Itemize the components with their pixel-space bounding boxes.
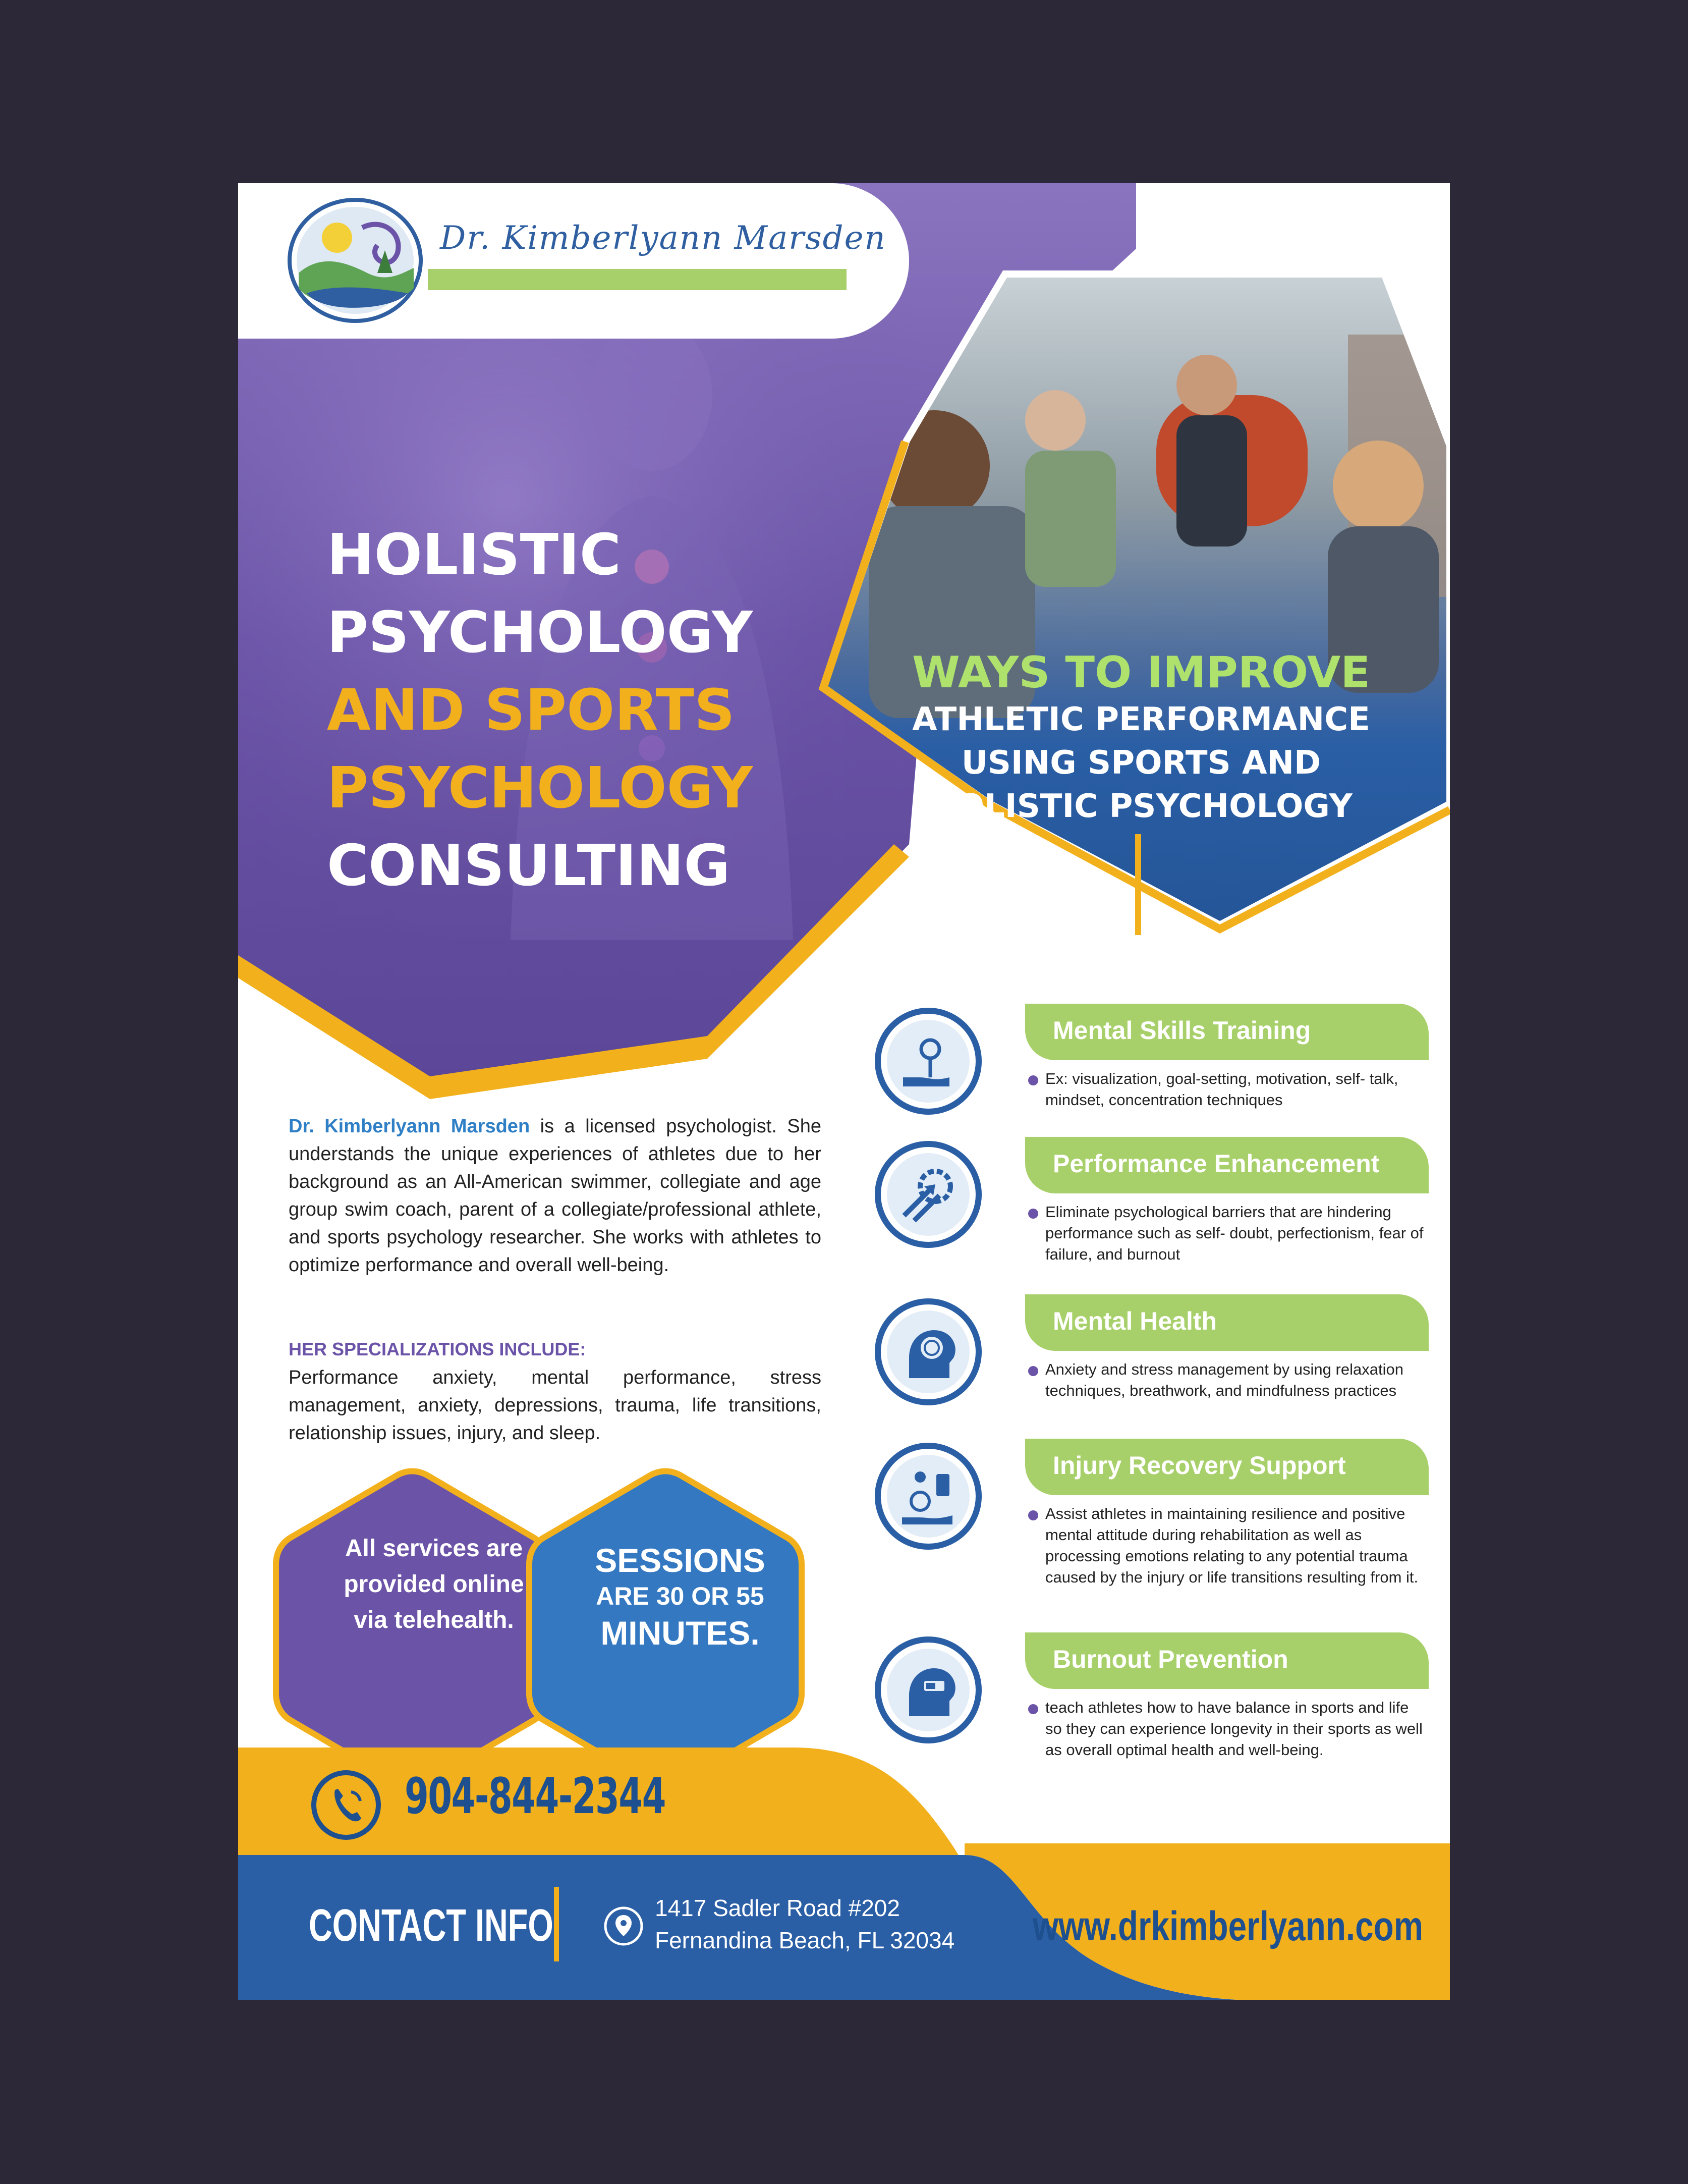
battery-head-icon: [874, 1635, 983, 1744]
service-bullet: [1028, 1510, 1038, 1520]
address-line-2: Fernandina Beach, FL 32034: [655, 1927, 955, 1953]
feature-title-accent: WAYS TO IMPROVE: [912, 647, 1371, 698]
service-bullet: [1028, 1209, 1038, 1219]
contact-info-label: CONTACT INFO: [309, 1900, 553, 1951]
service-description: teach athletes how to have balance in sports and life so they can experience longevity in their sports as well as overall optimal health and well-being.: [1045, 1699, 1423, 1759]
logo-banner: [238, 183, 909, 339]
website-link[interactable]: www.drkimberlyann.com: [1033, 1903, 1424, 1949]
growth-arrows-gear-icon: [874, 1140, 983, 1249]
sessions-badge-line-1: SESSIONS: [595, 1542, 765, 1579]
headline-line-5: CONSULTING: [327, 833, 730, 899]
flower-in-hand-icon: [874, 1007, 983, 1116]
service-description: Ex: visualization, goal-setting, motivation, self- talk, mindset, concentration techniques: [1045, 1070, 1398, 1109]
sessions-badge-line-2: ARE 30 OR 55: [596, 1582, 764, 1610]
service-title: Burnout Prevention: [1053, 1645, 1288, 1673]
phone-number[interactable]: 904-844-2344: [405, 1768, 665, 1825]
feature-title-line-2: USING SPORTS AND: [961, 744, 1321, 782]
headline-line-2: PSYCHOLOGY: [327, 600, 753, 666]
specializations-text: Performance anxiety, mental performance, stress management, anxiety, depressions, trauma, life transitions, relationship issues, injury, and sleep.: [289, 1367, 821, 1444]
intro-paragraph: [289, 1113, 821, 1279]
service-bullet: [1028, 1075, 1038, 1085]
specializations-heading: HER SPECIALIZATIONS INCLUDE:: [289, 1339, 586, 1359]
main-headline: [327, 516, 831, 905]
intro-text: is a licensed psychologist. She understands the unique experiences of athletes due to her background as an All-American swimmer, collegiate and age group swim coach, parent of a collegiate/professional athlete, and sports psychology researcher. She works with athletes to optimize performance and overall well-being.: [289, 1116, 821, 1276]
logo-underline-bar: [428, 269, 847, 290]
phone-icon[interactable]: [309, 1768, 383, 1842]
service-title: Mental Health: [1053, 1307, 1217, 1335]
headline-line-4: PSYCHOLOGY: [327, 755, 753, 821]
service-description: Eliminate psychological barriers that are hindering performance such as self- doubt, perfectionism, fear of failure, and burnout: [1045, 1203, 1424, 1263]
feature-title-line-1: ATHLETIC PERFORMANCE: [912, 701, 1370, 738]
service-description: Anxiety and stress management by using relaxation techniques, breathwork, and mindfulness practices: [1045, 1360, 1403, 1399]
service-title: Performance Enhancement: [1053, 1150, 1380, 1178]
wheelchair-care-icon: [874, 1442, 983, 1551]
brain-head-icon: [874, 1297, 983, 1406]
sessions-badge-line-3: MINUTES.: [600, 1614, 760, 1652]
service-title: Injury Recovery Support: [1053, 1451, 1346, 1480]
service-bullet: [1028, 1366, 1038, 1376]
logo-emblem-icon: [287, 197, 424, 323]
intro-name: Dr. Kimberlyann Marsden: [289, 1116, 530, 1137]
location-pin-icon: [603, 1906, 644, 1946]
feature-title: [833, 647, 1449, 828]
telehealth-badge: All services are provided online via telehealth.: [344, 1535, 524, 1633]
service-bullet: [1028, 1704, 1038, 1714]
address: [655, 1892, 954, 1956]
feature-title-line-3: HOLISTIC PSYCHOLOGY: [930, 788, 1353, 825]
contact-divider: [554, 1887, 559, 1961]
service-title: Mental Skills Training: [1053, 1016, 1311, 1045]
address-line-1: 1417 Sadler Road #202: [655, 1895, 900, 1921]
flyer: [238, 183, 1450, 2000]
sessions-badge: [574, 1541, 786, 1654]
logo-name: Dr. Kimberlyann Marsden: [440, 220, 886, 257]
headline-line-3: AND SPORTS: [327, 678, 735, 743]
headline-line-1: HOLISTIC: [327, 522, 621, 588]
service-description: Assist athletes in maintaining resilience and positive mental attitude during rehabilitation as well as processing emotions relating to any potential trauma caused by the injury or life transitions resulting from it.: [1045, 1505, 1419, 1586]
